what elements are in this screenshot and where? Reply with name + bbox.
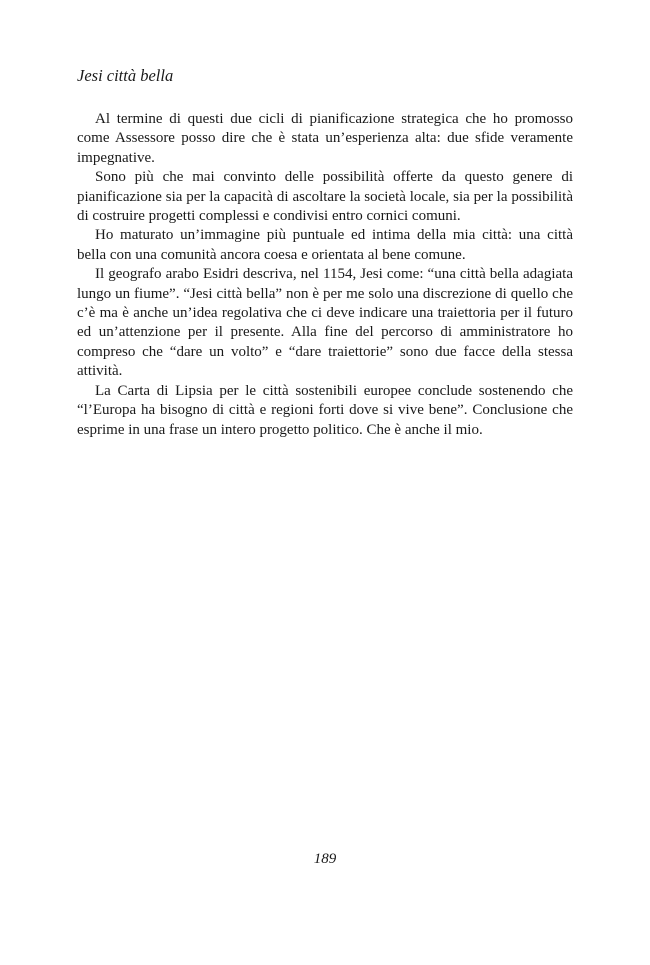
body-text — [77, 110, 573, 440]
page-number: 189 — [313, 851, 337, 867]
running-head: Jesi città bella — [77, 66, 174, 85]
paragraph: Al termine di questi due cicli di pianificazione strategica che ho promosso come Assessore posso dire che è stata un’esperienza alta: due sfide veramente impegnative. — [77, 111, 573, 166]
paragraph: Il geografo arabo Esidri descriva, nel 1154, Jesi come: “una città bella adagiata lungo un fiume”. “Jesi città bella” non è per me solo una discrezione di quello che c’è ma è anche un’idea regolativa che ci deve indicare una traiettoria per il futuro ed un’attenzione per il presente. Alla fine del percorso di amministratore ho compreso che “dare un volto” e “dare traiettorie” sono due facce della stessa attività. — [77, 266, 573, 380]
paragraph: La Carta di Lipsia per le città sostenibili europee conclude sostenendo che “l’Europa ha bisogno di città e regioni forti dove si vive bene”. Conclusione che esprime in una frase un intero progetto politico. Che è anche il mio. — [77, 382, 573, 438]
paragraph: Sono più che mai convinto delle possibilità offerte da questo genere di pianificazione sia per la capacità di ascoltare la società locale, sia per la possibilità di costruire progetti complessi e condivisi entro cornici comuni. — [77, 169, 573, 225]
paragraph: Ho maturato un’immagine più puntuale ed intima della mia città: una città bella con una comunità ancora coesa e orientata al bene comune. — [77, 227, 573, 263]
